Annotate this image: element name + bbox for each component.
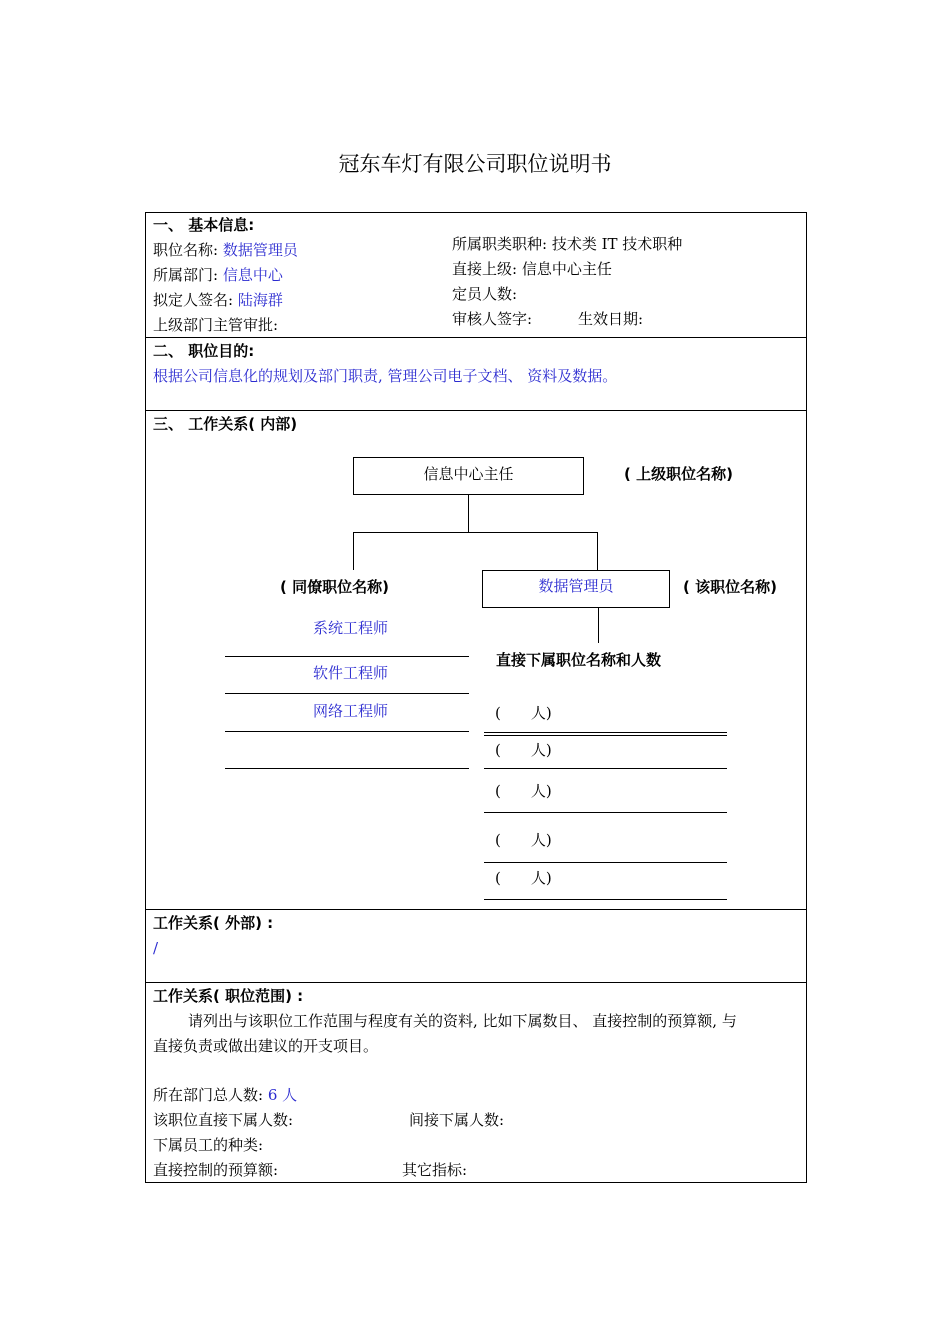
effective-date-label: 生效日期: bbox=[578, 310, 644, 328]
purpose-text: 根据公司信息化的规划及部门职责, 管理公司电子文档、 资料及数据。 bbox=[153, 367, 618, 385]
org-connector bbox=[597, 532, 598, 570]
subordinate-heading: 直接下属职位名称和人数 bbox=[496, 651, 662, 669]
peer-line bbox=[225, 731, 469, 732]
direct-supervisor: 直接上级: 信息中心主任 bbox=[452, 260, 612, 278]
drafter-value: 陆海群 bbox=[237, 291, 283, 309]
self-position-label: 数据管理员 bbox=[538, 577, 614, 595]
scope-instruction-line2: 直接负责或做出建议的开支项目。 bbox=[153, 1037, 379, 1055]
dept-total-row bbox=[153, 1086, 297, 1104]
job-name-row bbox=[153, 241, 298, 259]
indirect-reports-label: 间接下属人数: bbox=[409, 1111, 505, 1129]
job-name-label: 职位名称: bbox=[153, 241, 223, 259]
subordinate-line bbox=[484, 812, 727, 813]
subordinate-line bbox=[484, 862, 727, 863]
subordinate-item: ( 人) bbox=[495, 741, 552, 759]
peer-line bbox=[225, 693, 469, 694]
subordinate-item: ( 人) bbox=[495, 831, 552, 849]
section-divider bbox=[145, 909, 806, 910]
self-position-box bbox=[482, 570, 670, 608]
job-name-value: 数据管理员 bbox=[222, 241, 298, 259]
superior-position-tag: ( 上级职位名称) bbox=[624, 465, 733, 483]
dept-value: 信息中心 bbox=[222, 266, 283, 284]
purpose-heading: 二、 职位目的: bbox=[153, 342, 255, 360]
direct-reports-label: 该职位直接下属人数: bbox=[153, 1111, 294, 1129]
peer-item: 系统工程师 bbox=[313, 619, 389, 637]
org-connector bbox=[468, 494, 469, 532]
reviewer-label: 审核人签字: bbox=[452, 310, 533, 328]
section-divider bbox=[145, 982, 806, 983]
internal-relations-heading: 三、 工作关系( 内部) bbox=[153, 415, 298, 433]
external-relations-heading: 工作关系( 外部) : bbox=[153, 914, 274, 932]
drafter-row bbox=[153, 291, 283, 309]
dept-label: 所属部门: bbox=[153, 266, 223, 284]
scope-instruction-line1: 请列出与该职位工作范围与程度有关的资料, 比如下属数目、 直接控制的预算额, 与 bbox=[188, 1012, 737, 1030]
superior-approval-label: 上级部门主管审批: bbox=[153, 316, 279, 334]
scope-heading: 工作关系( 职位范围) : bbox=[153, 987, 304, 1005]
subordinate-line bbox=[484, 735, 727, 736]
peer-position-tag: ( 同僚职位名称) bbox=[280, 578, 389, 596]
section-divider bbox=[145, 410, 806, 411]
org-connector bbox=[353, 532, 597, 533]
staff-types-label: 下属员工的种类: bbox=[153, 1136, 264, 1154]
drafter-label: 拟定人签名: bbox=[153, 291, 238, 309]
subordinate-item: ( 人) bbox=[495, 782, 552, 800]
subordinate-item: ( 人) bbox=[495, 869, 552, 887]
headcount-label: 定员人数: bbox=[452, 285, 518, 303]
external-relations-value: / bbox=[153, 939, 159, 957]
document-title: 冠东车灯有限公司职位说明书 bbox=[338, 152, 612, 176]
org-connector bbox=[598, 607, 599, 643]
dept-total-value: 6 人 bbox=[267, 1086, 298, 1104]
subordinate-line bbox=[484, 732, 727, 733]
peer-item: 软件工程师 bbox=[313, 664, 389, 682]
subordinate-item: ( 人) bbox=[495, 704, 552, 722]
peer-item: 网络工程师 bbox=[313, 702, 389, 720]
superior-position-label: 信息中心主任 bbox=[423, 465, 514, 483]
subordinate-line bbox=[484, 768, 727, 769]
superior-position-box bbox=[353, 457, 584, 495]
section-divider bbox=[145, 337, 806, 338]
org-connector bbox=[353, 532, 354, 570]
dept-row bbox=[153, 266, 283, 284]
budget-label: 直接控制的预算额: bbox=[153, 1161, 279, 1179]
job-category: 所属职类职种: 技术类 IT 技术职种 bbox=[452, 235, 683, 253]
peer-line bbox=[225, 768, 469, 769]
dept-total-label: 所在部门总人数: bbox=[153, 1086, 268, 1104]
basic-info-heading: 一、 基本信息: bbox=[153, 216, 255, 234]
peer-line bbox=[225, 656, 469, 657]
subordinate-line bbox=[484, 899, 727, 900]
self-position-tag: ( 该职位名称) bbox=[683, 578, 799, 596]
other-metrics-label: 其它指标: bbox=[402, 1161, 468, 1179]
